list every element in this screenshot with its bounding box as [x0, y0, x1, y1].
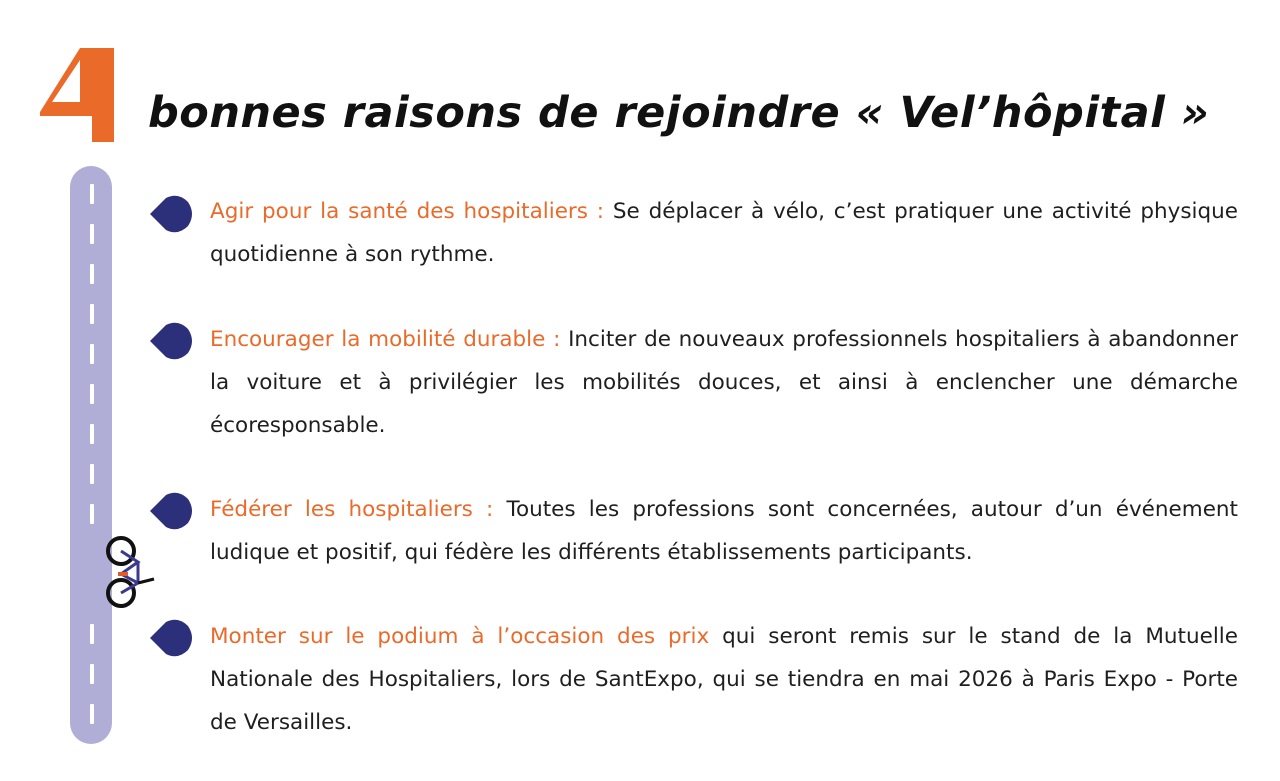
pin-bullet-icon: [148, 321, 194, 361]
lane-dash: [90, 304, 94, 324]
pin-bullet-icon: [148, 491, 194, 531]
bicycle-icon: [104, 534, 158, 610]
reason-lead: Agir pour la santé des hospitaliers :: [210, 199, 605, 224]
lane-dash: [90, 504, 94, 524]
reason-item: [210, 488, 1238, 574]
lane-dash: [90, 184, 94, 204]
reason-lead: Fédérer les hospitaliers :: [210, 497, 494, 522]
lane-dash: [90, 664, 94, 684]
reason-text: Toutes les professions sont concernées, autour d’un événement ludique et positif, qui fédère les différents établissements participants.: [210, 497, 1238, 565]
bike-lane-road: [70, 166, 112, 744]
lane-dash: [90, 344, 94, 364]
reason-item: [210, 318, 1238, 447]
number-4-graphic: [40, 40, 118, 146]
lane-dash: [90, 704, 94, 724]
pin-bullet-icon: [148, 618, 194, 658]
lane-dash: [90, 264, 94, 284]
lane-dash: [90, 384, 94, 404]
reason-text: Se déplacer à vélo, c’est pratiquer une activité physique quotidienne à son rythme.: [210, 199, 1239, 267]
reason-item: [210, 615, 1238, 744]
lane-dash: [90, 464, 94, 484]
reason-lead: Encourager la mobilité durable :: [210, 327, 561, 352]
reason-text: Inciter de nouveaux professionnels hospitaliers à abandonner la voiture et à privilégier les mobilités douces, et ainsi à enclencher une démarche écoresponsable.: [210, 327, 1238, 438]
reason-lead: Monter sur le podium à l’occasion des prix: [210, 624, 710, 649]
pin-bullet-icon: [148, 194, 194, 234]
reason-text: qui seront remis sur le stand de la Mutuelle Nationale des Hospitaliers, lors de SantExpo, qui se tiendra en mai 2026 à Paris Expo - Porte de Versailles.: [210, 624, 1238, 735]
lane-dash: [90, 624, 94, 644]
reason-item: [210, 190, 1238, 276]
lane-dash: [90, 224, 94, 244]
lane-dash: [90, 424, 94, 444]
page-title: bonnes raisons de rejoindre « Vel’hôpital »: [148, 88, 1210, 138]
